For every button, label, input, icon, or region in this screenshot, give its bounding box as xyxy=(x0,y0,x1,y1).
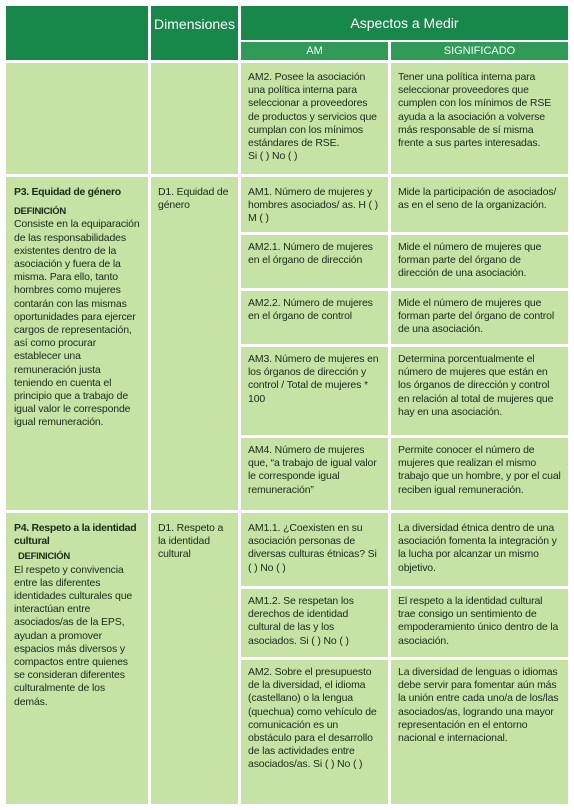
p4-am-cell-3 xyxy=(241,660,388,804)
p3-am-cell-4 xyxy=(241,347,388,435)
p3-sig-text-3: Mide el número de mujeres que forman parte del órgano de control de una asociación. xyxy=(398,297,554,336)
p4-definition-label: DEFINICIÓN xyxy=(18,551,70,563)
p4-am-text-2: AM1.2. Se respetan los derechos de identidad cultural de las y los asociados. Si ( ) No ( ) xyxy=(248,595,354,647)
p3-sig-cell-4 xyxy=(391,347,568,435)
p3-sig-text-4: Determina porcentualmente el número de mujeres que están en los órganos de dirección y control en relación al total de mujeres que hay en una asociación. xyxy=(398,353,554,418)
header-blank-cell xyxy=(6,6,148,60)
row0-sig-text: Tener una política interna para seleccionar proveedores que cumplen con los mínimos de RSE ayuda a la asociación a volverse más responsable de sí misma frente a sus partes interesadas. xyxy=(398,71,552,150)
header-am-label: AM xyxy=(306,45,323,57)
p3-sig-cell-3 xyxy=(391,291,568,344)
row0-am-cell xyxy=(241,63,388,174)
p3-am-text-1: AM1. Número de mujeres y hombres asociados/ as. H ( ) M ( ) xyxy=(248,186,379,225)
p4-am-cell-1 xyxy=(241,513,388,586)
p3-am-cell-3 xyxy=(241,291,388,344)
p3-am-text-5: AM4. Número de mujeres que, “a trabajo de igual valor le corresponde igual remuneración” xyxy=(248,444,377,496)
p3-am-cell-2 xyxy=(241,235,388,288)
p4-am-text-3: AM2. Sobre el presupuesto de la diversidad, el idioma (castellano) o la lengua (quechua) como vehículo de comunicación es un obstáculo para el desarrollo de las actividades entre asociados/as. Si ( ) No ( ) xyxy=(248,666,377,771)
p3-am-text-3: AM2.2. Número de mujeres en el órgano de control xyxy=(248,297,373,323)
p3-sig-text-1: Mide la participación de asociados/ as en el seno de la organización. xyxy=(398,186,557,212)
header-significado-label: SIGNIFICADO xyxy=(443,45,516,57)
header-significado xyxy=(391,42,568,60)
p3-principle-cell xyxy=(6,177,148,510)
p3-dimension-cell xyxy=(151,177,238,510)
row0-sig-cell xyxy=(391,63,568,174)
p4-sig-cell-1 xyxy=(391,513,568,586)
p4-sig-cell-2 xyxy=(391,589,568,657)
p3-sig-cell-2 xyxy=(391,235,568,288)
header-aspectos xyxy=(241,6,568,40)
p4-am-text-1: AM1.1. ¿Coexisten en su asociación personas de diversas culturas étnicas? Si ( ) No ( ) xyxy=(248,522,377,574)
p3-am-text-4: AM3. Número de mujeres en los órganos de dirección y control / Total de mujeres * 100 xyxy=(248,353,379,405)
p3-sig-text-2: Mide el número de mujeres que forman parte del órgano de dirección de una asociación. xyxy=(398,241,542,280)
row0-am-text: AM2. Posee la asociación una política interna para seleccionar a proveedores de productos y servicios que cumplan con los mínimos estándares de RSE. Si ( ) No ( ) xyxy=(248,71,377,163)
p4-am-cell-2 xyxy=(241,589,388,657)
header-aspectos-label: Aspectos a Medir xyxy=(350,15,459,31)
p3-sig-cell-5 xyxy=(391,438,568,510)
p4-sig-text-1: La diversidad étnica dentro de una asociación fomenta la integración y la lucha por alcanzar un mismo objetivo. xyxy=(398,522,557,574)
p4-principle-cell xyxy=(6,513,148,804)
row0-principle-cell xyxy=(6,63,148,174)
header-dimensiones xyxy=(151,6,238,60)
row0-dimension-cell xyxy=(151,63,238,174)
p3-am-cell-5 xyxy=(241,438,388,510)
p3-dimension-text: D1. Equidad de género xyxy=(158,186,229,212)
p4-title: P4. Respeto a la identidad cultural xyxy=(14,522,137,548)
header-am xyxy=(241,42,388,60)
p4-definition-text: El respeto y convivencia entre las diferentes identidades culturales que interactúan entre asociados/as de la EPS, ayudan a promover espacios más diversos y compactos entre quienes se consideran diferentes culturalmente de los demás. xyxy=(14,563,133,708)
p3-title: P3. Equidad de género xyxy=(14,186,121,198)
header-dimensiones-label: Dimensiones xyxy=(154,16,235,32)
p3-definition-label: DEFINICIÓN xyxy=(14,206,66,218)
p3-sig-text-5: Permite conocer el número de mujeres que realizan el mismo trabajo que un hombre, y por el cual reciben igual remuneración. xyxy=(398,444,561,496)
p4-sig-text-3: La diversidad de lenguas o idiomas debe servir para fomentar aún más la unión entre cada uno/a de los/las asociados/as, logrando una mayor representación en el entorno nacional e internacional. xyxy=(398,666,559,745)
p4-sig-cell-3 xyxy=(391,660,568,804)
p3-am-text-2: AM2.1. Número de mujeres en el órgano de dirección xyxy=(248,241,373,267)
p3-definition-text: Consiste en la equiparación de las responsabilidades existentes dentro de la asociación y fuera de la misma. Para ello, tanto hombres como mujeres contarán con las mismas oportunidades para ejercer cargos de representación, así como procurar establecer una remuneración justa teniendo en cuenta el principio que a trabajo de igual valor le corresponde igual remuneración. xyxy=(14,218,140,429)
p4-dimension-cell xyxy=(151,513,238,804)
p4-sig-text-2: El respeto a la identidad cultural trae consigo un sentimiento de empoderamiento único dentro de la asociación. xyxy=(398,595,559,647)
p3-sig-cell-1 xyxy=(391,177,568,232)
p4-dimension-text: D1. Respeto a la identidad cultural xyxy=(158,522,224,561)
p3-am-cell-1 xyxy=(241,177,388,232)
